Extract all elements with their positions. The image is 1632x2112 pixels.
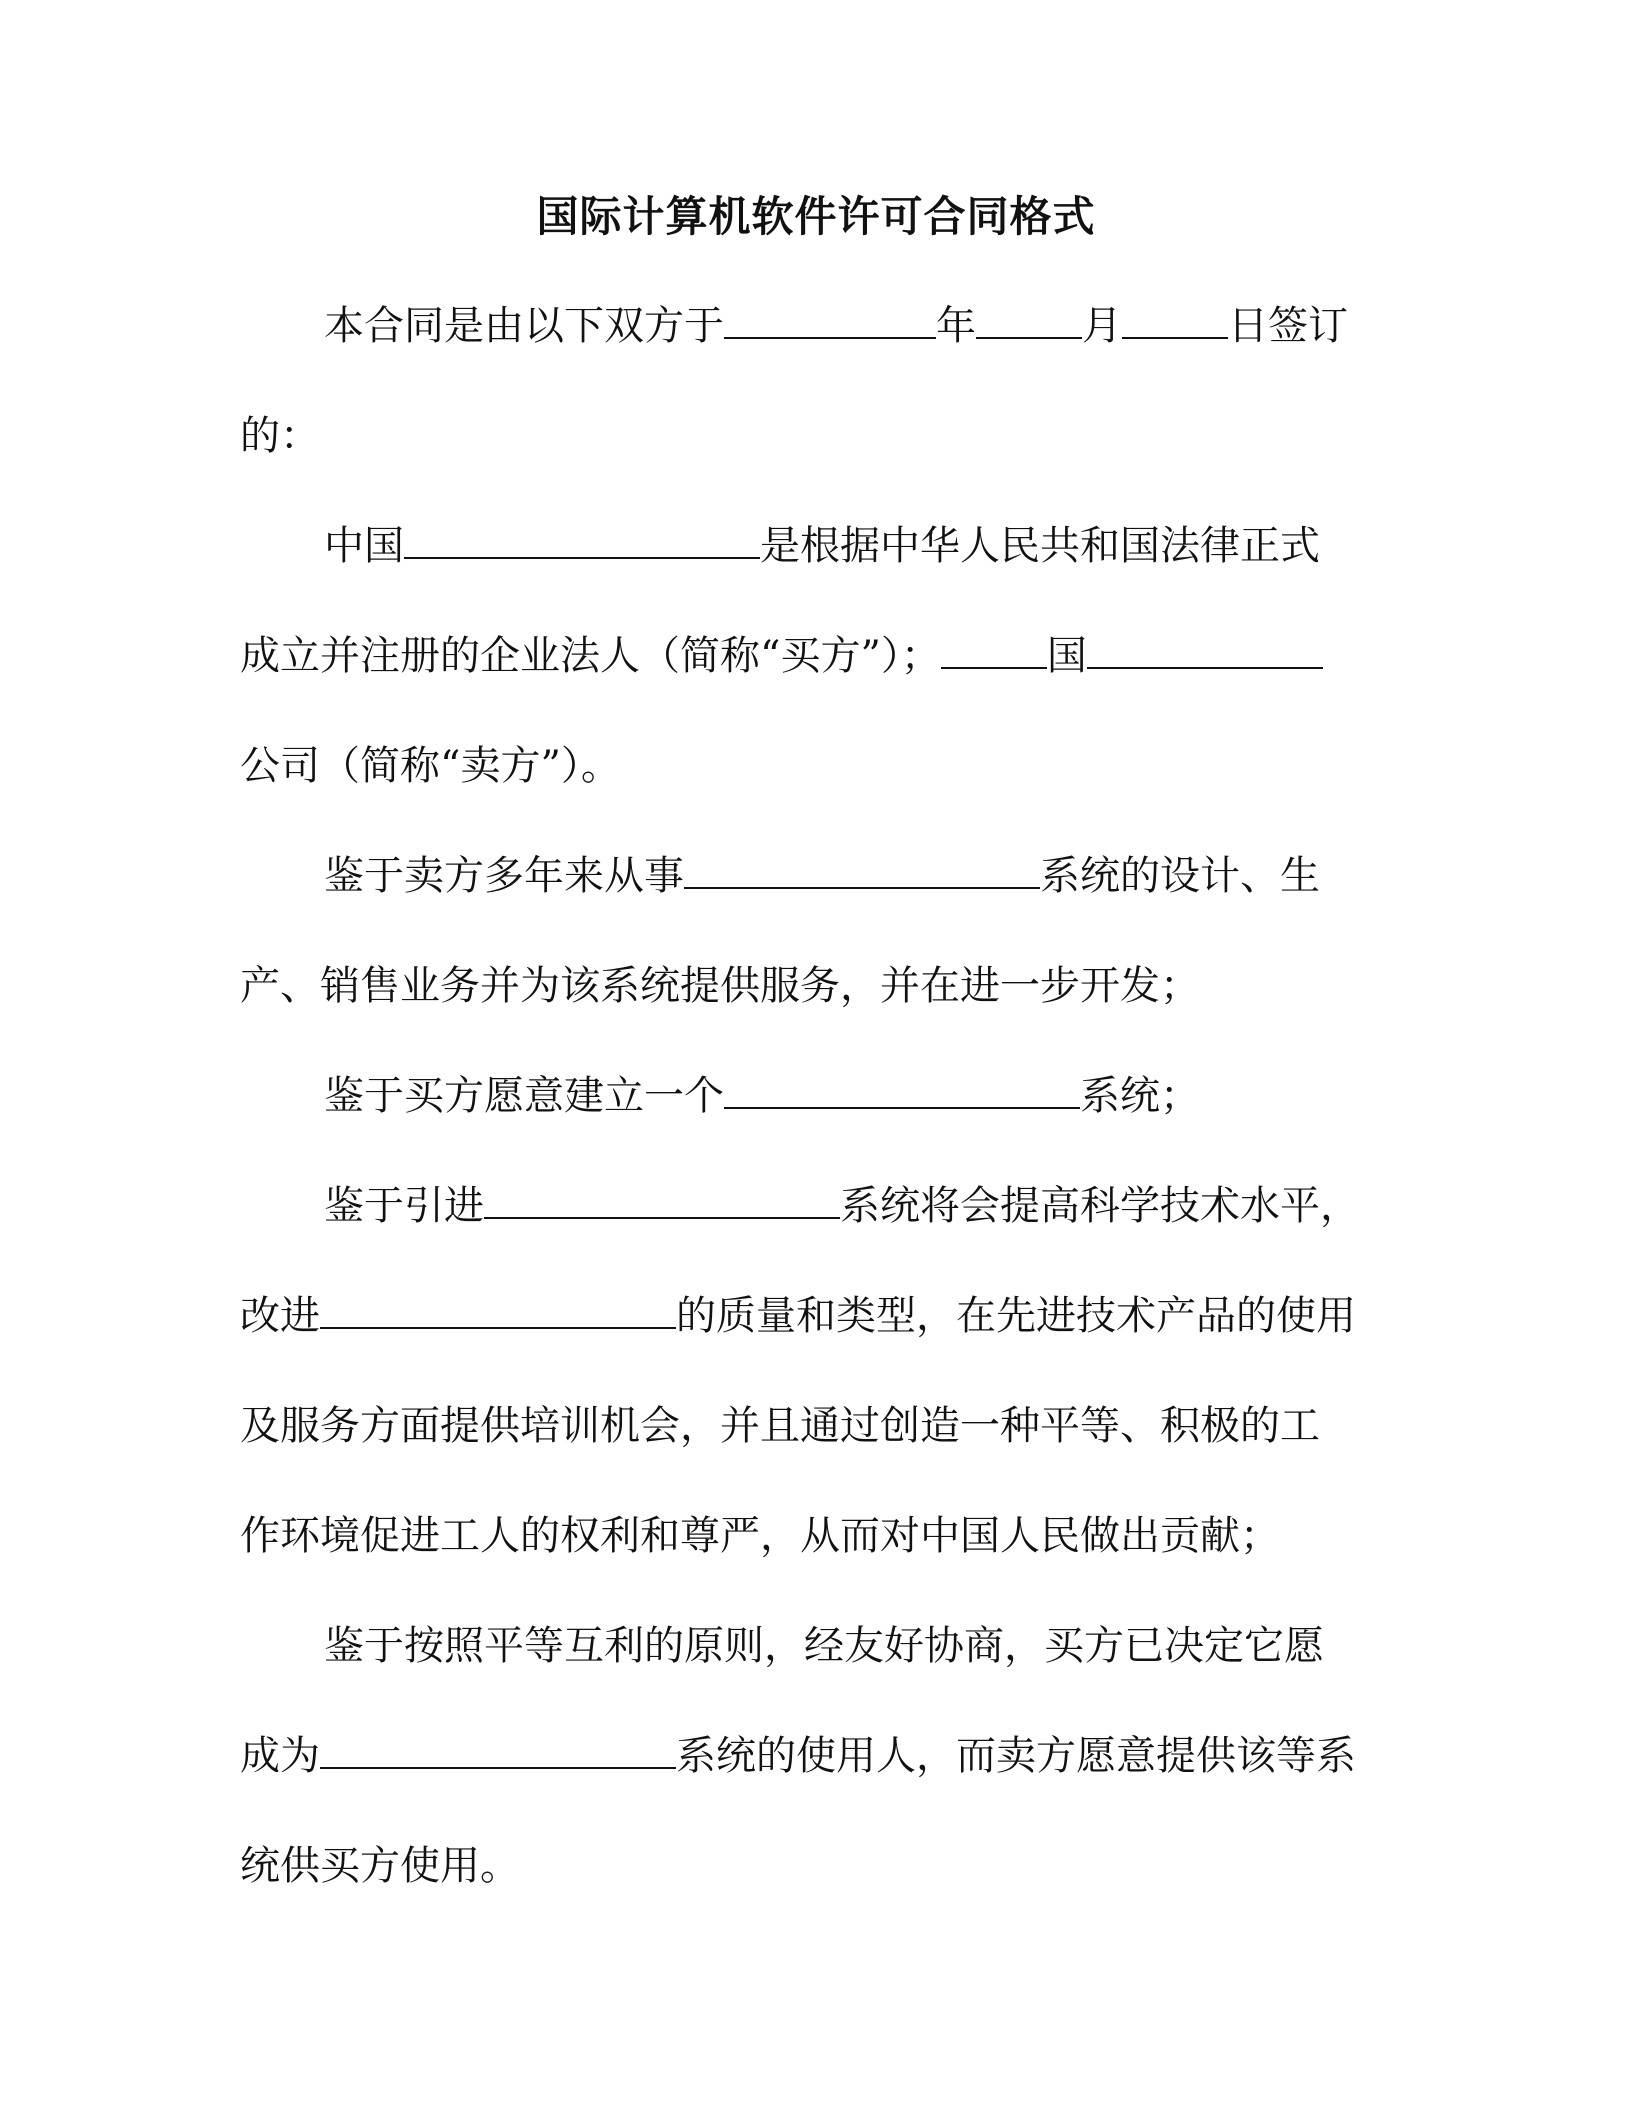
blank-year-field	[724, 297, 936, 339]
text-segment: 本合同是由以下双方于	[324, 303, 724, 349]
blank-buyer-name-field	[404, 517, 760, 559]
text-segment: 的：	[240, 413, 320, 459]
paragraph-3-line-1	[324, 846, 1392, 906]
document-title: 国际计算机软件许可合同格式	[536, 192, 1096, 241]
paragraph-1-line-1	[324, 296, 1392, 356]
text-segment: 月	[1082, 303, 1122, 349]
text-segment: 日签订	[1228, 303, 1348, 349]
text-segment: 作环境促进工人的权利和尊严，从而对中国人民做出贡献；	[240, 1513, 1280, 1559]
text-segment: 系统将会提高科学技术水平，	[840, 1183, 1360, 1229]
text-segment: 系统的使用人，而卖方愿意提供该等系	[676, 1733, 1356, 1779]
text-segment: 鉴于按照平等互利的原则，经友好协商，买方已决定它愿	[324, 1623, 1324, 1669]
text-segment: 成立并注册的企业法人（简称“买方”）；	[240, 633, 941, 679]
paragraph-1-line-2	[240, 406, 1392, 466]
blank-product-field	[320, 1287, 676, 1329]
text-segment: 改进	[240, 1293, 320, 1339]
text-segment: 成为	[240, 1733, 320, 1779]
text-segment: 国	[1046, 633, 1087, 679]
paragraph-5-line-4	[240, 1506, 1392, 1566]
text-segment: 是根据中华人民共和国法律正式	[760, 523, 1320, 569]
blank-day-field	[1122, 297, 1228, 339]
blank-seller-company-field	[1087, 627, 1323, 669]
blank-system-name-field	[484, 1177, 840, 1219]
text-segment: 公司（简称“卖方”）。	[240, 743, 621, 789]
text-segment: 鉴于买方愿意建立一个	[324, 1073, 724, 1119]
text-segment: 中国	[324, 523, 404, 569]
text-segment: 系统；	[1080, 1073, 1200, 1119]
blank-system-name-field	[320, 1727, 676, 1769]
blank-seller-country-field	[941, 627, 1047, 669]
paragraph-5-line-2	[240, 1286, 1392, 1346]
paragraph-2-line-2	[240, 626, 1392, 686]
text-segment: 统供买方使用。	[240, 1843, 520, 1889]
paragraph-5-line-1	[324, 1176, 1392, 1236]
paragraph-6-line-3	[240, 1836, 1392, 1896]
blank-system-name-field	[684, 847, 1040, 889]
text-segment: 的质量和类型，在先进技术产品的使用	[676, 1293, 1356, 1339]
text-segment: 产、销售业务并为该系统提供服务，并在进一步开发；	[240, 963, 1200, 1009]
paragraph-5-line-3	[240, 1396, 1392, 1456]
blank-month-field	[976, 297, 1082, 339]
paragraph-2-line-3	[240, 736, 1392, 796]
paragraph-6-line-1	[324, 1616, 1392, 1676]
text-segment: 及服务方面提供培训机会，并且通过创造一种平等、积极的工	[240, 1403, 1320, 1449]
paragraph-3-line-2	[240, 956, 1392, 1016]
paragraph-2-line-1	[324, 516, 1392, 576]
text-segment: 鉴于引进	[324, 1183, 484, 1229]
text-segment: 年	[936, 303, 976, 349]
blank-system-name-field	[724, 1067, 1080, 1109]
paragraph-4-line-1	[324, 1066, 1392, 1126]
text-segment: 系统的设计、生	[1040, 853, 1320, 899]
paragraph-6-line-2	[240, 1726, 1392, 1786]
text-segment: 鉴于卖方多年来从事	[324, 853, 684, 899]
